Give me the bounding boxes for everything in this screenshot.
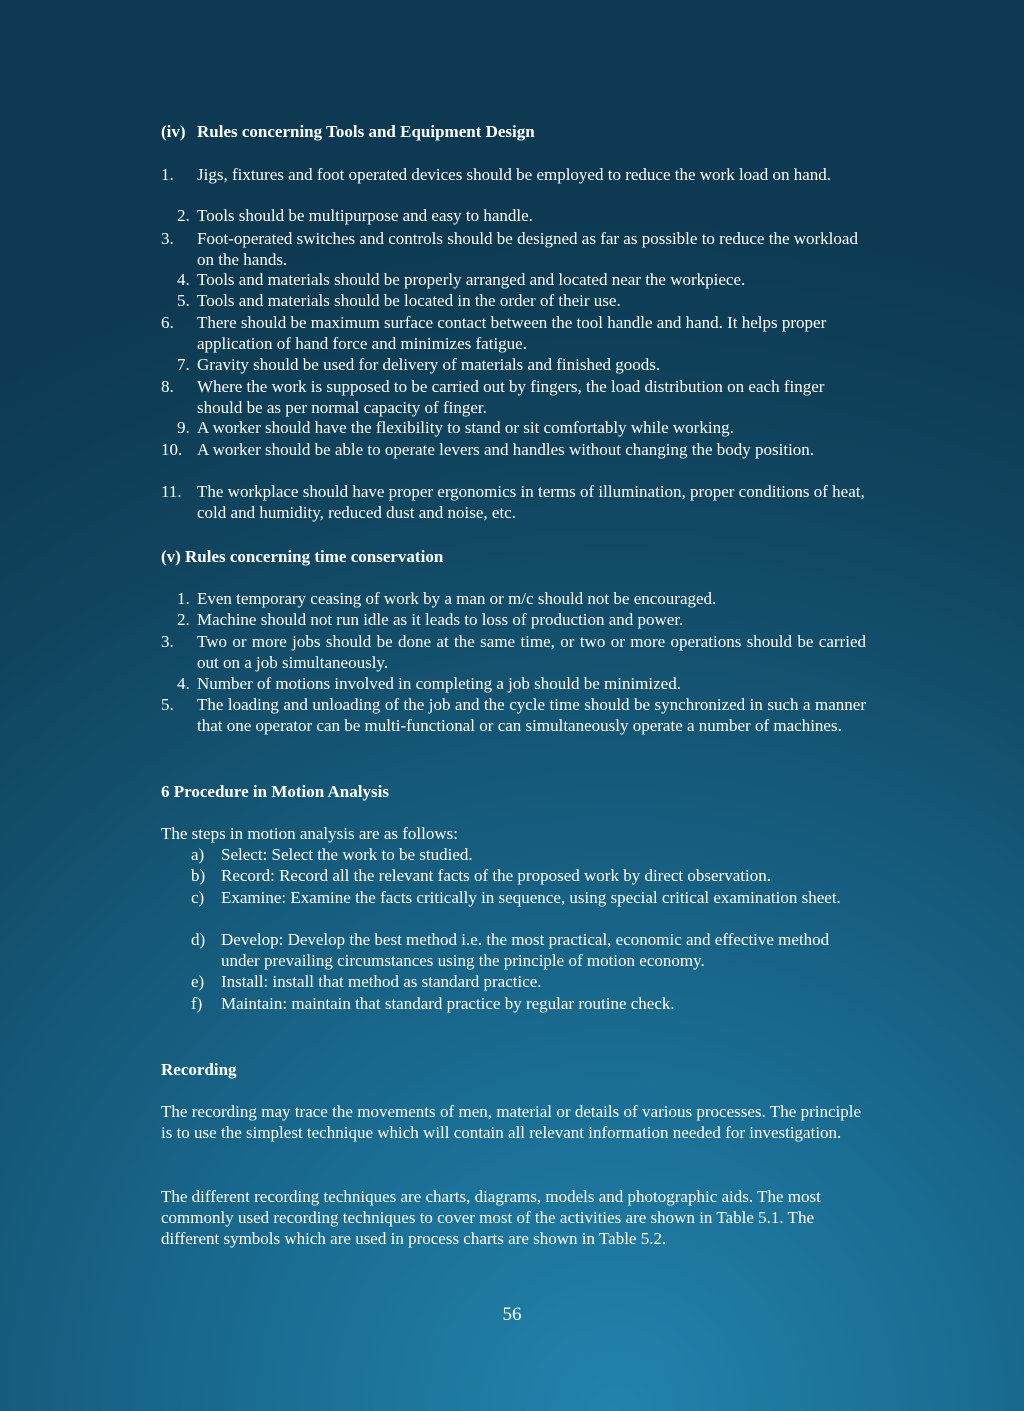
- section-iv-title: Rules concerning Tools and Equipment Design: [197, 122, 535, 141]
- list-item-text: Even temporary ceasing of work by a man or m/c should not be encouraged.: [197, 589, 717, 608]
- list-item: [161, 205, 866, 226]
- list-item: [161, 439, 866, 460]
- list-item-text: Record: Record all the relevant facts of the proposed work by direct observation.: [221, 866, 771, 885]
- list-item-text: Maintain: maintain that standard practice by regular routine check.: [221, 994, 675, 1013]
- list-item: [161, 417, 866, 438]
- list-item-text: A worker should be able to operate levers and handles without changing the body position.: [197, 440, 815, 459]
- list-item: [161, 971, 866, 992]
- list-item: [161, 228, 866, 270]
- list-item: [161, 609, 866, 630]
- list-item-text: Tools and materials should be properly arranged and located near the workpiece.: [197, 270, 746, 289]
- list-item-letter: f): [191, 994, 203, 1013]
- list-item-number: 11.: [161, 482, 182, 501]
- section-iv-heading: [161, 121, 535, 142]
- list-item-text: Install: install that method as standard practice.: [221, 972, 542, 991]
- list-item-number: 7.: [177, 355, 190, 374]
- list-item: [161, 929, 866, 971]
- list-item: [161, 588, 866, 609]
- list-item-number: 6.: [161, 313, 174, 332]
- list-item-number: 1.: [161, 165, 174, 184]
- list-item-number: 8.: [161, 377, 174, 396]
- list-item: [161, 164, 866, 185]
- list-item-number: 1.: [177, 589, 190, 608]
- list-item-text: Machine should not run idle as it leads to loss of production and power.: [197, 610, 684, 629]
- recording-heading: Recording: [161, 1060, 237, 1079]
- section-6-heading: 6 Procedure in Motion Analysis: [161, 782, 389, 801]
- list-item: [161, 887, 866, 908]
- list-item-letter: b): [191, 866, 206, 885]
- list-item: [161, 376, 866, 418]
- section-v-heading: [161, 546, 443, 567]
- list-item-number: 5.: [161, 695, 174, 714]
- section-6-intro: The steps in motion analysis are as follows:: [161, 824, 458, 843]
- list-item-number: 3.: [161, 632, 174, 651]
- list-item-letter: a): [191, 845, 205, 864]
- list-item-number: 3.: [161, 229, 174, 248]
- list-item-text: Tools and materials should be located in the order of their use.: [197, 291, 621, 310]
- list-item-number: 4.: [177, 674, 190, 693]
- list-item-text: Gravity should be used for delivery of materials and finished goods.: [197, 355, 661, 374]
- list-item-text: The loading and unloading of the job and the cycle time should be synchronized in such a manner that one operator can be multi-functional or can simultaneously operate a number of machines.: [197, 695, 866, 735]
- list-item-text: Foot-operated switches and controls should be designed as far as possible to reduce the workload on the hands.: [197, 229, 858, 269]
- list-item-number: 2.: [177, 206, 190, 225]
- list-item-text: Number of motions involved in completing a job should be minimized.: [197, 674, 681, 693]
- list-item: [161, 312, 866, 354]
- list-item-text: Jigs, fixtures and foot operated devices should be employed to reduce the work load on hand.: [197, 165, 832, 184]
- section-v-number: (v): [161, 547, 181, 566]
- list-item-text: A worker should have the flexibility to stand or sit comfortably while working.: [197, 418, 734, 437]
- recording-paragraph-1: The recording may trace the movements of men, material or details of various processes. The principle is to use the simplest technique which will contain all relevant information needed for investigation.: [161, 1102, 861, 1142]
- list-item-number: 10.: [161, 440, 183, 459]
- list-item-text: Select: Select the work to be studied.: [221, 845, 473, 864]
- list-item: [161, 290, 866, 311]
- list-item: [161, 354, 866, 375]
- list-item-number: 2.: [177, 610, 190, 629]
- list-item: [161, 694, 866, 736]
- list-item-letter: c): [191, 888, 205, 907]
- section-iv-number: (iv): [161, 122, 186, 141]
- list-item: [161, 631, 866, 673]
- list-item-text: Examine: Examine the facts critically in sequence, using special critical examination sheet.: [221, 888, 841, 907]
- list-item-letter: e): [191, 972, 205, 991]
- page-number: 56: [502, 1304, 522, 1325]
- list-item: [161, 269, 866, 290]
- list-item-text: Two or more jobs should be done at the same time, or two or more operations should be carried out on a job simultaneously.: [197, 632, 866, 672]
- document-page: [161, 0, 866, 1411]
- section-v-title: Rules concerning time conservation: [185, 547, 444, 566]
- recording-paragraph-2: The different recording techniques are charts, diagrams, models and photographic aids. The most commonly used recording techniques to cover most of the activities are shown in Table 5.1. The different symbols which are used in process charts are shown in Table 5.2.: [161, 1187, 821, 1248]
- list-item: [161, 993, 866, 1014]
- list-item: [161, 481, 866, 523]
- list-item: [161, 673, 866, 694]
- list-item-letter: d): [191, 930, 206, 949]
- list-item-text: There should be maximum surface contact between the tool handle and hand. It helps proper application of hand force and minimizes fatigue.: [197, 313, 827, 353]
- list-item-text: Where the work is supposed to be carried out by fingers, the load distribution on each finger should be as per normal capacity of finger.: [197, 377, 825, 417]
- list-item-number: 9.: [177, 418, 190, 437]
- list-item-number: 4.: [177, 270, 190, 289]
- list-item-text: Tools should be multipurpose and easy to handle.: [197, 206, 533, 225]
- list-item-text: The workplace should have proper ergonomics in terms of illumination, proper conditions of heat, cold and humidity, reduced dust and noise, etc.: [197, 482, 865, 522]
- list-item: [161, 865, 866, 886]
- list-item: [161, 844, 866, 865]
- list-item-number: 5.: [177, 291, 190, 310]
- list-item-text: Develop: Develop the best method i.e. the most practical, economic and effective method under prevailing circumstances using the principle of motion economy.: [221, 930, 830, 970]
